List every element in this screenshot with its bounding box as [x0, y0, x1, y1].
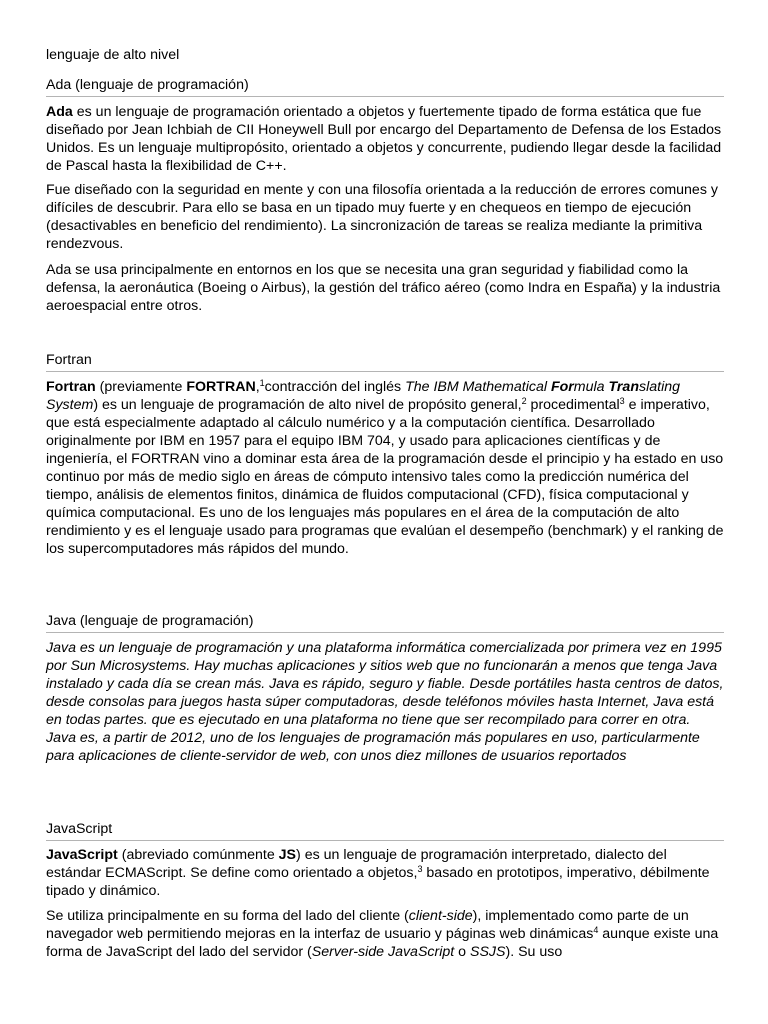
footnote-ref: 3: [417, 864, 423, 874]
javascript-term: JavaScript: [46, 847, 118, 863]
document-title: lenguaje de alto nivel: [46, 47, 180, 63]
fortran-paragraph: Fortran (previamente FORTRAN,$^1$contracción del inglés The IBM Mathematical Formula Translating System) es un lenguaje de programación de alto nivel de propósito general,$^2$ procedimental$^3$ e imperativo, que está especialmente adaptado al cálculo numérico y a la computación científica. Desarrollado originalmente por IBM en 1957 para el equipo IBM 704, y usado para aplicaciones científicas y de ingeniería, el FORTRAN vino a dominar esta área de la programación desde el principio y ha estado en uso continuo por más de medio siglo en áreas de cómputo intensivo tales como la predicción numérica del tiempo, análisis de elementos finitos, dinámica de fluidos computacional (CFD), física computacional y química computacional. Es uno de los lenguajes más populares en el área de la computación de alto rendimiento y es el lenguaje usado para programas que evalúan el desempeño (benchmark) y el ranking de los supercomputadores más rápidos del mundo.: [46, 378, 724, 557]
section-heading-fortran: Fortran: [46, 351, 724, 372]
ada-paragraph-3: Ada se usa principalmente en entornos en los que se necesita una gran seguridad y fiabilidad como la defensa, la aeronáutica (Boeing o Airbus), la gestión del tráfico aéreo (como Indra en España) y la industria aeroespacial entre otros.: [46, 262, 721, 314]
ada-paragraph-2: Fue diseñado con la seguridad en mente y con una filosofía orientada a la reducción de errores comunes y difíciles de descubrir. Para ello se basa en un tipado muy fuerte y en chequeos en tiempo de ejecución (desactivables en beneficio del rendimiento). La sincronización de tareas se realiza mediante la primitiva rendezvous.: [46, 182, 718, 252]
section-heading-ada: Ada (lenguaje de programación): [46, 76, 724, 97]
section-heading-java: Java (lenguaje de programación): [46, 612, 724, 633]
fortran-term: Fortran: [46, 379, 96, 395]
ada-term: Ada: [46, 104, 73, 120]
ada-paragraph-1: Ada es un lenguaje de programación orientado a objetos y fuertemente tipado de forma estática que fue diseñado por Jean Ichbiah de CII Honeywell Bull por encargo del Departamento de Defensa de los Estados Unidos. Es un lenguaje multipropósito, orientado a objetos y concurrente, pudiendo llegar desde la facilidad de Pascal hasta la flexibilidad de C++.: [46, 104, 722, 174]
javascript-paragraph-2: Se utiliza principalmente en su forma del lado del cliente (client-side), implementado como parte de un navegador web permitiendo mejoras en la interfaz de usuario y páginas web dinámicas$^4$ aunque existe una forma de JavaScript del lado del servidor (Server-side JavaScript o SSJS). Su uso: [46, 908, 719, 960]
java-paragraph: Java es un lenguaje de programación y una plataforma informática comercializada por primera vez en 1995 por Sun Microsystems. Hay muchas aplicaciones y sitios web que no funcionarán a menos que tenga Java instalado y cada día se crean más. Java es rápido, seguro y fiable. Desde portátiles hasta centros de datos, desde consolas para juegos hasta súper computadoras, desde teléfonos móviles hasta Internet, Java está en todas partes. que es ejecutado en una plataforma no tiene que ser recompilado para correr en otra. Java es, a partir de 2012, uno de los lenguajes de programación más populares en uso, particularmente para aplicaciones de cliente-servidor de web, con unos diez millones de usuarios reportados: [46, 640, 724, 764]
footnote-ref: 2: [521, 396, 527, 406]
footnote-ref: 4: [593, 925, 599, 935]
section-heading-javascript: JavaScript: [46, 820, 724, 841]
footnote-ref: 3: [619, 396, 625, 406]
javascript-paragraph-1: JavaScript (abreviado comúnmente JS) es un lenguaje de programación interpretado, dialecto del estándar ECMAScript. Se define como orientado a objetos,$^3$ basado en prototipos, imperativo, débilmente tipado y dinámico.: [46, 847, 710, 899]
footnote-ref: 1: [259, 378, 265, 388]
